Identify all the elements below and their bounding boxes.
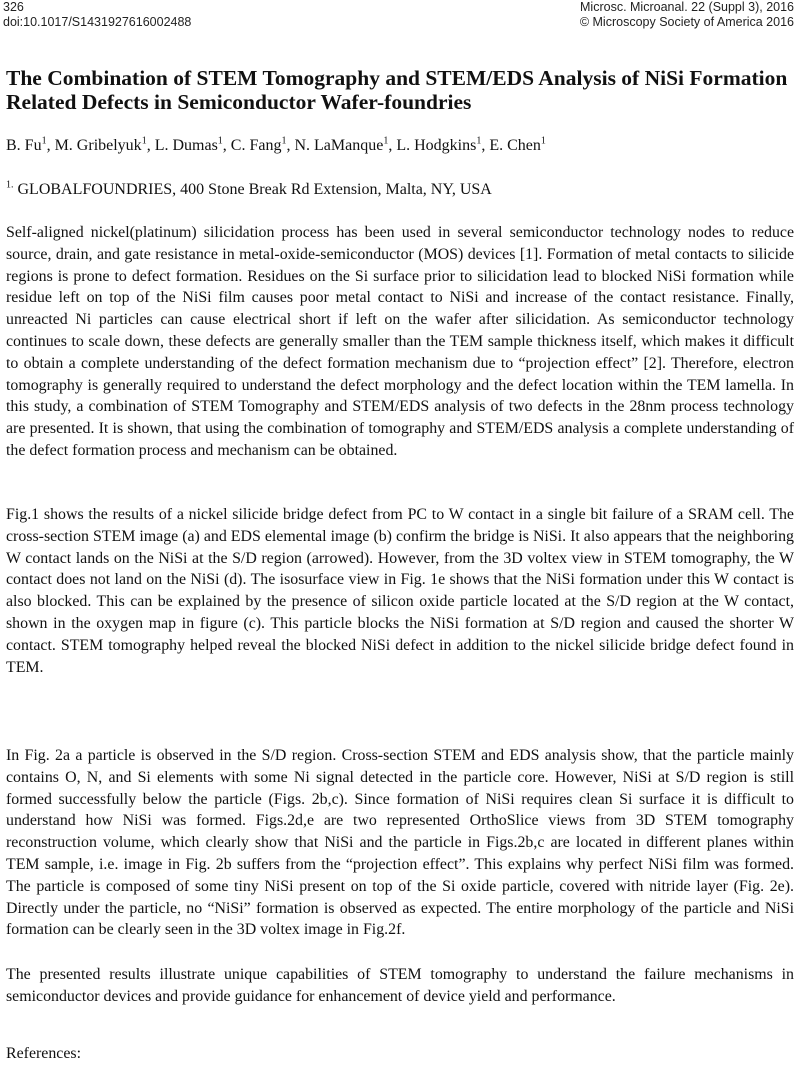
author-name: N. LaManque: [294, 137, 384, 154]
author-name: L. Hodgkins: [396, 137, 477, 154]
body-paragraph-2: Fig.1 shows the results of a nickel silicide bridge defect from PC to W contact in a single bit failure of a SRAM cell. The cross-section STEM image (a) and EDS elemental image (b) confirm the bridge is NiSi. It also appears that the neighboring W contact lands on the NiSi at the S/D region (arrowed). However, from the 3D voltex view in STEM tomography, the W contact does not land on the NiSi (d). The isosurface view in Fig. 1e shows that the NiSi formation under this W contact is also blocked. This can be explained by the presence of silicon oxide particle located at the S/D region at the W contact, shown in the oxygen map in figure (c). This particle blocks the NiSi formation at S/D region and caused the shorter W contact. STEM tomography helped reveal the blocked NiSi defect in addition to the nickel silicide bridge defect found in TEM.: [6, 506, 794, 676]
body-paragraph-3: In Fig. 2a a particle is observed in the S/D region. Cross-section STEM and EDS analysis show, that the particle mainly contains O, N, and Si elements with some Ni signal detected in the particle core. However, NiSi at S/D region is still formed successfully below the particle (Figs. 2b,c). Since formation of NiSi requires clean Si surface it is difficult to understand how NiSi was formed. Figs.2d,e are two represented OrthoSlice views from 3D STEM tomography reconstruction volume, which clearly show that NiSi and the particle in Figs.2b,c are located in different planes within TEM sample, i.e. image in Fig. 2b suffers from the “projection effect”. This explains why perfect NiSi film was formed. The particle is composed of some tiny NiSi present on top of the Si oxide particle, covered with nitride layer (Fig. 2e). Directly under the particle, no “NiSi” formation is observed as expected. The entire morphology of the particle and NiSi formation can be clearly seen in the 3D voltex image in Fig.2f.: [6, 747, 794, 939]
author-list: B. Fu$^1$, M. Gribelyuk$^1$, L. Dumas$^1$, C. Fang$^1$, N. LaManque$^1$, L. Hodgkins$^1$, E. Chen$^1$: [6, 135, 546, 154]
paper-title: The Combination of STEM Tomography and STEM/EDS Analysis of NiSi Formation Related Defects in Semiconductor Wafer-foundries: [6, 66, 788, 114]
affiliation-text: GLOBALFOUNDRIES, 400 Stone Break Rd Extension, Malta, NY, USA: [13, 181, 492, 198]
page-number: 326: [3, 0, 24, 14]
author-affiliation-marker: 1: [383, 135, 389, 147]
author-affiliation-marker: 1: [141, 135, 147, 147]
author-name: E. Chen: [489, 137, 541, 154]
author-affiliation-marker: 1: [217, 135, 223, 147]
author-name: B. Fu: [6, 137, 42, 154]
author-name: L. Dumas: [154, 137, 218, 154]
affiliation: [6, 180, 794, 200]
author-affiliation-marker: 1: [540, 135, 546, 147]
author-name: M. Gribelyuk: [54, 137, 142, 154]
body-paragraph-4: The presented results illustrate unique capabilities of STEM tomography to understand the failure mechanisms in semiconductor devices and provide guidance for enhancement of device yield and performance.: [6, 966, 794, 1005]
author-affiliation-marker: 1: [281, 135, 287, 147]
affiliation-marker: 1.: [6, 179, 14, 191]
body-paragraph-1: Self-aligned nickel(platinum) silicidation process has been used in several semiconductor technology nodes to reduce source, drain, and gate resistance in metal-oxide-semiconductor (MOS) devices [1]. Formation of metal contacts to silicide regions is prone to defect formation. Residues on the Si surface prior to silicidation lead to blocked NiSi formation while residue left on top of the NiSi film causes poor metal contact to NiSi and increase of the contact resistance. Finally, unreacted Ni particles can cause electrical short if left on the wafer after silicidation. As semiconductor technology continues to scale down, these defects are generally smaller than the TEM sample thickness itself, which makes it difficult to obtain a complete understanding of the defect formation mechanism due to “projection effect” [2]. Therefore, electron tomography is generally required to understand the defect morphology and the defect location within the TEM lamella. In this study, a combination of STEM Tomography and STEM/EDS analysis of two defects in the 28nm process technology are presented. It is shown, that using the combination of tomography and STEM/EDS analysis a complete understanding of the defect formation process and mechanism can be obtained.: [6, 224, 794, 459]
copyright: © Microscopy Society of America 2016: [579, 15, 794, 29]
author-affiliation-marker: 1: [41, 135, 47, 147]
references-heading: References:: [6, 1045, 81, 1062]
author-name: C. Fang: [230, 137, 282, 154]
author-affiliation-marker: 1: [476, 135, 482, 147]
journal-citation: Microsc. Microanal. 22 (Suppl 3), 2016: [580, 0, 794, 14]
doi: doi:10.1017/S1431927616002488: [3, 15, 192, 29]
